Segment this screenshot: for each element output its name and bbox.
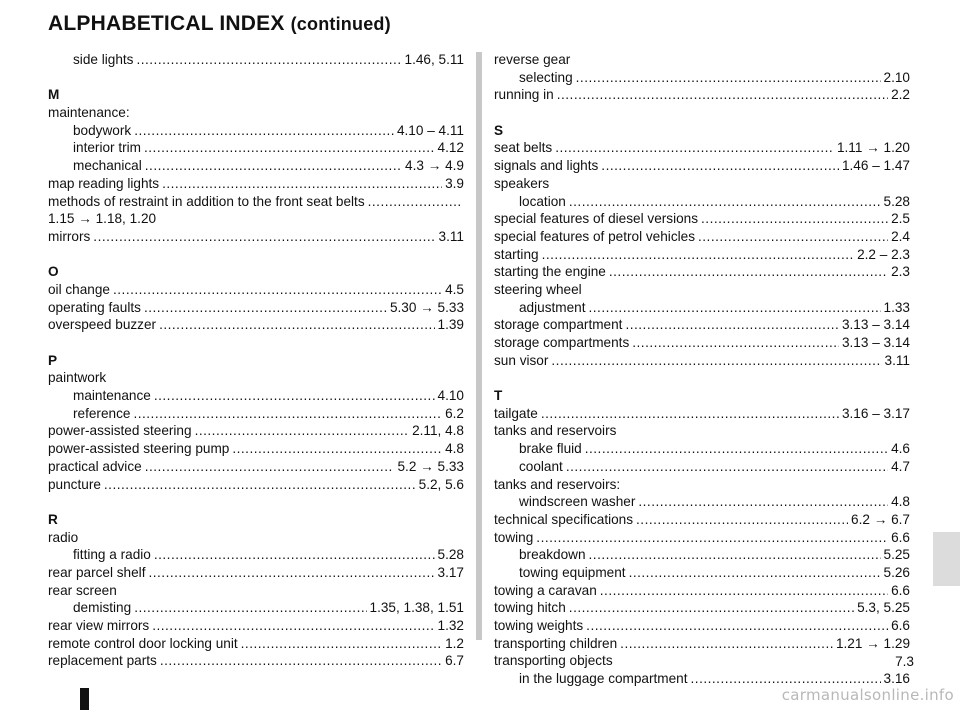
index-entry: [48, 440, 464, 458]
index-entry-label: rear parcel shelf: [48, 564, 146, 580]
index-entry-label: remote control door locking unit: [48, 635, 238, 651]
dot-leader: [629, 564, 881, 582]
index-entry-page-ref: 1.33: [883, 299, 910, 315]
index-entry: [48, 157, 464, 175]
index-entry-label: demisting: [73, 600, 132, 616]
index-entry: [494, 635, 910, 653]
index-group-heading: speakers: [494, 175, 550, 191]
index-column-left: [48, 51, 464, 670]
index-entry-page-ref: 1.11 → 1.20: [836, 140, 910, 156]
index-entry-page-ref: 5.30 → 5.33: [389, 299, 464, 315]
index-entry-page-ref: 5.28: [883, 193, 910, 209]
dot-leader: [586, 617, 888, 635]
index-entry-label: power-assisted steering pump: [48, 441, 230, 457]
dot-leader: [569, 599, 854, 617]
index-entry: [48, 635, 464, 653]
index-entry-label: breakdown: [519, 547, 586, 563]
dot-leader: [555, 139, 834, 157]
index-entry-page-ref: 1.21 → 1.29: [835, 635, 910, 651]
dot-leader: [154, 546, 435, 564]
index-letter-heading: M: [48, 87, 60, 103]
dot-leader: [576, 69, 881, 87]
index-entry-label: rear view mirrors: [48, 618, 150, 633]
index-entry-label: towing equipment: [519, 564, 626, 580]
dot-leader: [542, 246, 855, 264]
index-entry-page-ref: 3.11: [438, 228, 464, 244]
index-entry: [494, 511, 910, 529]
index-entry: [494, 405, 910, 423]
index-entry-page-ref: 1.2: [445, 635, 464, 651]
index-letter-heading: R: [48, 511, 58, 527]
index-entry-label: interior trim: [73, 140, 141, 156]
dot-leader: [145, 458, 395, 476]
page-number: 7.3: [895, 654, 914, 669]
index-entry-page-ref: 1.39: [437, 317, 464, 333]
index-continuation: 1.15 → 1.18, 1.20: [48, 211, 157, 227]
dot-leader: [145, 157, 402, 175]
index-entry-label: windscreen washer: [519, 494, 636, 510]
dot-leader: [368, 193, 461, 211]
dot-leader: [148, 564, 434, 582]
index-entry-page-ref: 4.12: [437, 140, 464, 156]
index-entry-label: running in: [494, 87, 554, 103]
index-entry-label: in the luggage compartment: [519, 671, 688, 687]
index-entry-page-ref: 6.2: [445, 405, 464, 421]
dot-leader: [154, 387, 435, 405]
index-entry-page-ref: 4.10 – 4.11: [396, 122, 464, 138]
index-entry-label: sun visor: [494, 352, 549, 368]
index-entry: [494, 210, 910, 228]
index-entry: [494, 564, 910, 582]
index-group-heading: rear screen: [48, 582, 117, 598]
index-entry: [494, 458, 910, 476]
index-entry-page-ref: 3.16 – 3.17: [841, 405, 910, 421]
dot-leader: [632, 334, 839, 352]
index-entry: [48, 458, 464, 476]
index-entry: [48, 228, 464, 246]
index-entry: [494, 69, 910, 87]
index-entry-page-ref: 5.2, 5.6: [418, 476, 464, 492]
index-entry-page-ref: 5.28: [437, 547, 464, 563]
section-tab: [933, 532, 960, 586]
index-entry: [494, 316, 910, 334]
index-entry: [494, 334, 910, 352]
index-entry: [48, 193, 464, 211]
dot-leader: [569, 193, 881, 211]
index-letter-heading: T: [494, 388, 503, 404]
index-entry-page-ref: 2.2 – 2.3: [857, 246, 910, 262]
index-entry-page-ref: 6.6: [891, 529, 910, 545]
index-entry: [48, 281, 464, 299]
dot-leader: [232, 440, 442, 458]
index-entry: [494, 529, 910, 547]
dot-leader: [636, 511, 848, 529]
index-entry-label: selecting: [519, 69, 573, 85]
index-entry-page-ref: 3.16: [883, 671, 910, 687]
dot-leader: [133, 405, 442, 423]
dot-leader: [625, 316, 839, 334]
index-entry-page-ref: 4.6: [891, 441, 910, 457]
index-entry: [494, 228, 910, 246]
index-entry-label: signals and lights: [494, 158, 599, 174]
index-entry-label: coolant: [519, 458, 563, 474]
column-divider: [476, 52, 482, 640]
index-entry-page-ref: 5.2 → 5.33: [397, 458, 464, 474]
index-entry-label: power-assisted steering: [48, 423, 192, 439]
dot-leader: [620, 635, 833, 653]
dot-leader: [160, 652, 442, 670]
index-entry-page-ref: 1.46, 5.11: [404, 52, 464, 67]
index-entry-label: technical specifications: [494, 511, 634, 527]
dot-leader: [589, 299, 881, 317]
index-entry-label: fitting a radio: [73, 547, 151, 563]
index-group-heading: radio: [48, 529, 79, 545]
index-entry-label: towing hitch: [494, 600, 566, 616]
index-group-heading: tanks and reservoirs:: [494, 476, 621, 492]
index-entry: [48, 316, 464, 334]
index-entry-label: reference: [73, 405, 131, 421]
dot-leader: [144, 139, 435, 157]
index-entry-page-ref: 6.7: [445, 653, 464, 669]
dot-leader: [144, 299, 387, 317]
index-entry: [48, 599, 464, 617]
index-entry: [494, 86, 910, 104]
index-entry-label: tailgate: [494, 405, 538, 421]
index-entry-label: operating faults: [48, 299, 141, 315]
index-entry-label: storage compartment: [494, 317, 623, 333]
dot-leader: [195, 422, 410, 440]
index-entry: [494, 546, 910, 564]
index-entry: [494, 246, 910, 264]
index-entry-label: towing: [494, 529, 534, 545]
page-title-suffix: (continued): [290, 14, 391, 34]
dot-leader: [600, 582, 888, 600]
index-entry-page-ref: 1.46 – 1.47: [841, 158, 910, 174]
index-entry-label: brake fluid: [519, 441, 582, 457]
index-entry-page-ref: 3.9: [445, 175, 464, 191]
index-entry-label: maintenance: [73, 388, 151, 404]
dot-leader: [152, 617, 434, 635]
index-entry: [494, 299, 910, 317]
corner-mark: [80, 688, 89, 710]
dot-leader: [159, 316, 434, 334]
dot-leader: [536, 529, 888, 547]
index-group-heading: maintenance:: [48, 105, 130, 121]
index-entry-label: location: [519, 193, 566, 209]
index-entry-page-ref: 4.7: [891, 458, 910, 474]
dot-leader: [601, 157, 839, 175]
index-entry-label: transporting children: [494, 635, 618, 651]
index-entry: [494, 582, 910, 600]
index-entry-page-ref: 6.6: [891, 582, 910, 598]
index-entry: [48, 51, 464, 69]
index-entry-page-ref: 5.3, 5.25: [857, 600, 910, 616]
dot-leader: [113, 281, 442, 299]
index-entry-label: puncture: [48, 476, 101, 492]
index-entry: [494, 493, 910, 511]
index-entry: [48, 564, 464, 582]
index-entry-page-ref: 2.3: [891, 264, 910, 280]
index-entry-page-ref: 3.11: [884, 352, 910, 368]
index-entry-label: overspeed buzzer: [48, 317, 157, 333]
dot-leader: [241, 635, 442, 653]
dot-leader: [585, 440, 888, 458]
index-entry: [494, 599, 910, 617]
index-entry: [48, 299, 464, 317]
index-entry: [48, 405, 464, 423]
index-entry-label: bodywork: [73, 122, 132, 138]
index-entry-label: methods of restraint in addition to the front seat belts: [48, 193, 365, 209]
dot-leader: [162, 175, 442, 193]
index-entry-page-ref: 3.13 – 3.14: [841, 335, 910, 350]
index-entry: [48, 122, 464, 140]
dot-leader: [134, 599, 366, 617]
index-letter-heading: S: [494, 122, 504, 138]
index-entry: [494, 352, 910, 370]
index-entry: [48, 617, 464, 635]
dot-leader: [136, 51, 401, 69]
index-entry-label: oil change: [48, 281, 110, 297]
index-entry-label: starting: [494, 246, 539, 262]
dot-leader: [557, 86, 888, 104]
index-entry-label: adjustment: [519, 299, 586, 315]
dot-leader: [698, 228, 888, 246]
index-entry: [494, 263, 910, 281]
index-entry: [48, 387, 464, 405]
dot-leader: [609, 263, 888, 281]
index-entry-label: starting the engine: [494, 264, 606, 280]
index-group-heading: transporting objects: [494, 653, 613, 669]
index-entry-label: towing weights: [494, 618, 584, 633]
index-letter-heading: O: [48, 264, 59, 280]
dot-leader: [541, 405, 839, 423]
index-entry: [494, 193, 910, 211]
index-entry-page-ref: 3.17: [437, 564, 464, 580]
index-entry-page-ref: 4.3 → 4.9: [405, 158, 464, 174]
index-entry-page-ref: 2.4: [891, 228, 910, 244]
index-entry: [494, 139, 910, 157]
dot-leader: [701, 210, 888, 228]
index-entry-label: practical advice: [48, 458, 142, 474]
index-group-heading: tanks and reservoirs: [494, 423, 617, 439]
index-entry-page-ref: 4.8: [891, 494, 910, 510]
page-title: [48, 12, 391, 36]
index-group-heading: paintwork: [48, 370, 107, 386]
index-entry-page-ref: 2.10: [883, 69, 910, 85]
index-entry-page-ref: 2.5: [891, 211, 910, 227]
index-letter-heading: P: [48, 352, 58, 368]
index-entry-page-ref: 2.11, 4.8: [412, 423, 464, 439]
index-entry-label: mechanical: [73, 158, 142, 174]
index-entry-page-ref: 1.35, 1.38, 1.51: [369, 600, 464, 616]
index-group-heading: reverse gear: [494, 52, 571, 67]
dot-leader: [638, 493, 888, 511]
index-entry-label: map reading lights: [48, 175, 160, 191]
index-entry: [48, 175, 464, 193]
index-entry-page-ref: 2.2: [891, 87, 910, 103]
dot-leader: [566, 458, 888, 476]
index-entry: [494, 617, 910, 635]
index-column-right: [494, 51, 910, 688]
dot-leader: [589, 546, 881, 564]
index-entry: [494, 440, 910, 458]
index-entry-page-ref: 1.32: [437, 618, 464, 633]
index-entry-label: towing a caravan: [494, 582, 597, 598]
dot-leader: [551, 352, 881, 370]
dot-leader: [104, 476, 416, 494]
index-entry: [48, 652, 464, 670]
index-entry-label: mirrors: [48, 228, 91, 244]
index-entry-label: special features of petrol vehicles: [494, 228, 695, 244]
page-title-text: ALPHABETICAL INDEX: [48, 12, 285, 35]
index-entry: [494, 157, 910, 175]
index-entry: [48, 139, 464, 157]
index-entry-page-ref: 3.13 – 3.14: [841, 317, 910, 333]
index-entry: [48, 422, 464, 440]
index-entry-label: storage compartments: [494, 335, 630, 350]
index-group-heading: steering wheel: [494, 281, 582, 297]
watermark: carmanualsonline.info: [781, 686, 954, 704]
index-entry-label: seat belts: [494, 140, 553, 156]
index-entry-label: special features of diesel versions: [494, 211, 699, 227]
index-entry-page-ref: 6.6: [891, 618, 910, 633]
index-entry-page-ref: 4.10: [437, 388, 464, 404]
index-entry-label: side lights: [73, 52, 134, 67]
index-entry: [48, 476, 464, 494]
index-entry-page-ref: 4.8: [445, 441, 464, 457]
index-entry-page-ref: 5.26: [883, 564, 910, 580]
dot-leader: [93, 228, 435, 246]
dot-leader: [134, 122, 394, 140]
index-entry-page-ref: 5.25: [883, 547, 910, 563]
index-entry-page-ref: 4.5: [445, 281, 464, 297]
index-entry: [48, 546, 464, 564]
index-entry-page-ref: 6.2 → 6.7: [851, 511, 910, 527]
index-entry-label: replacement parts: [48, 653, 157, 669]
